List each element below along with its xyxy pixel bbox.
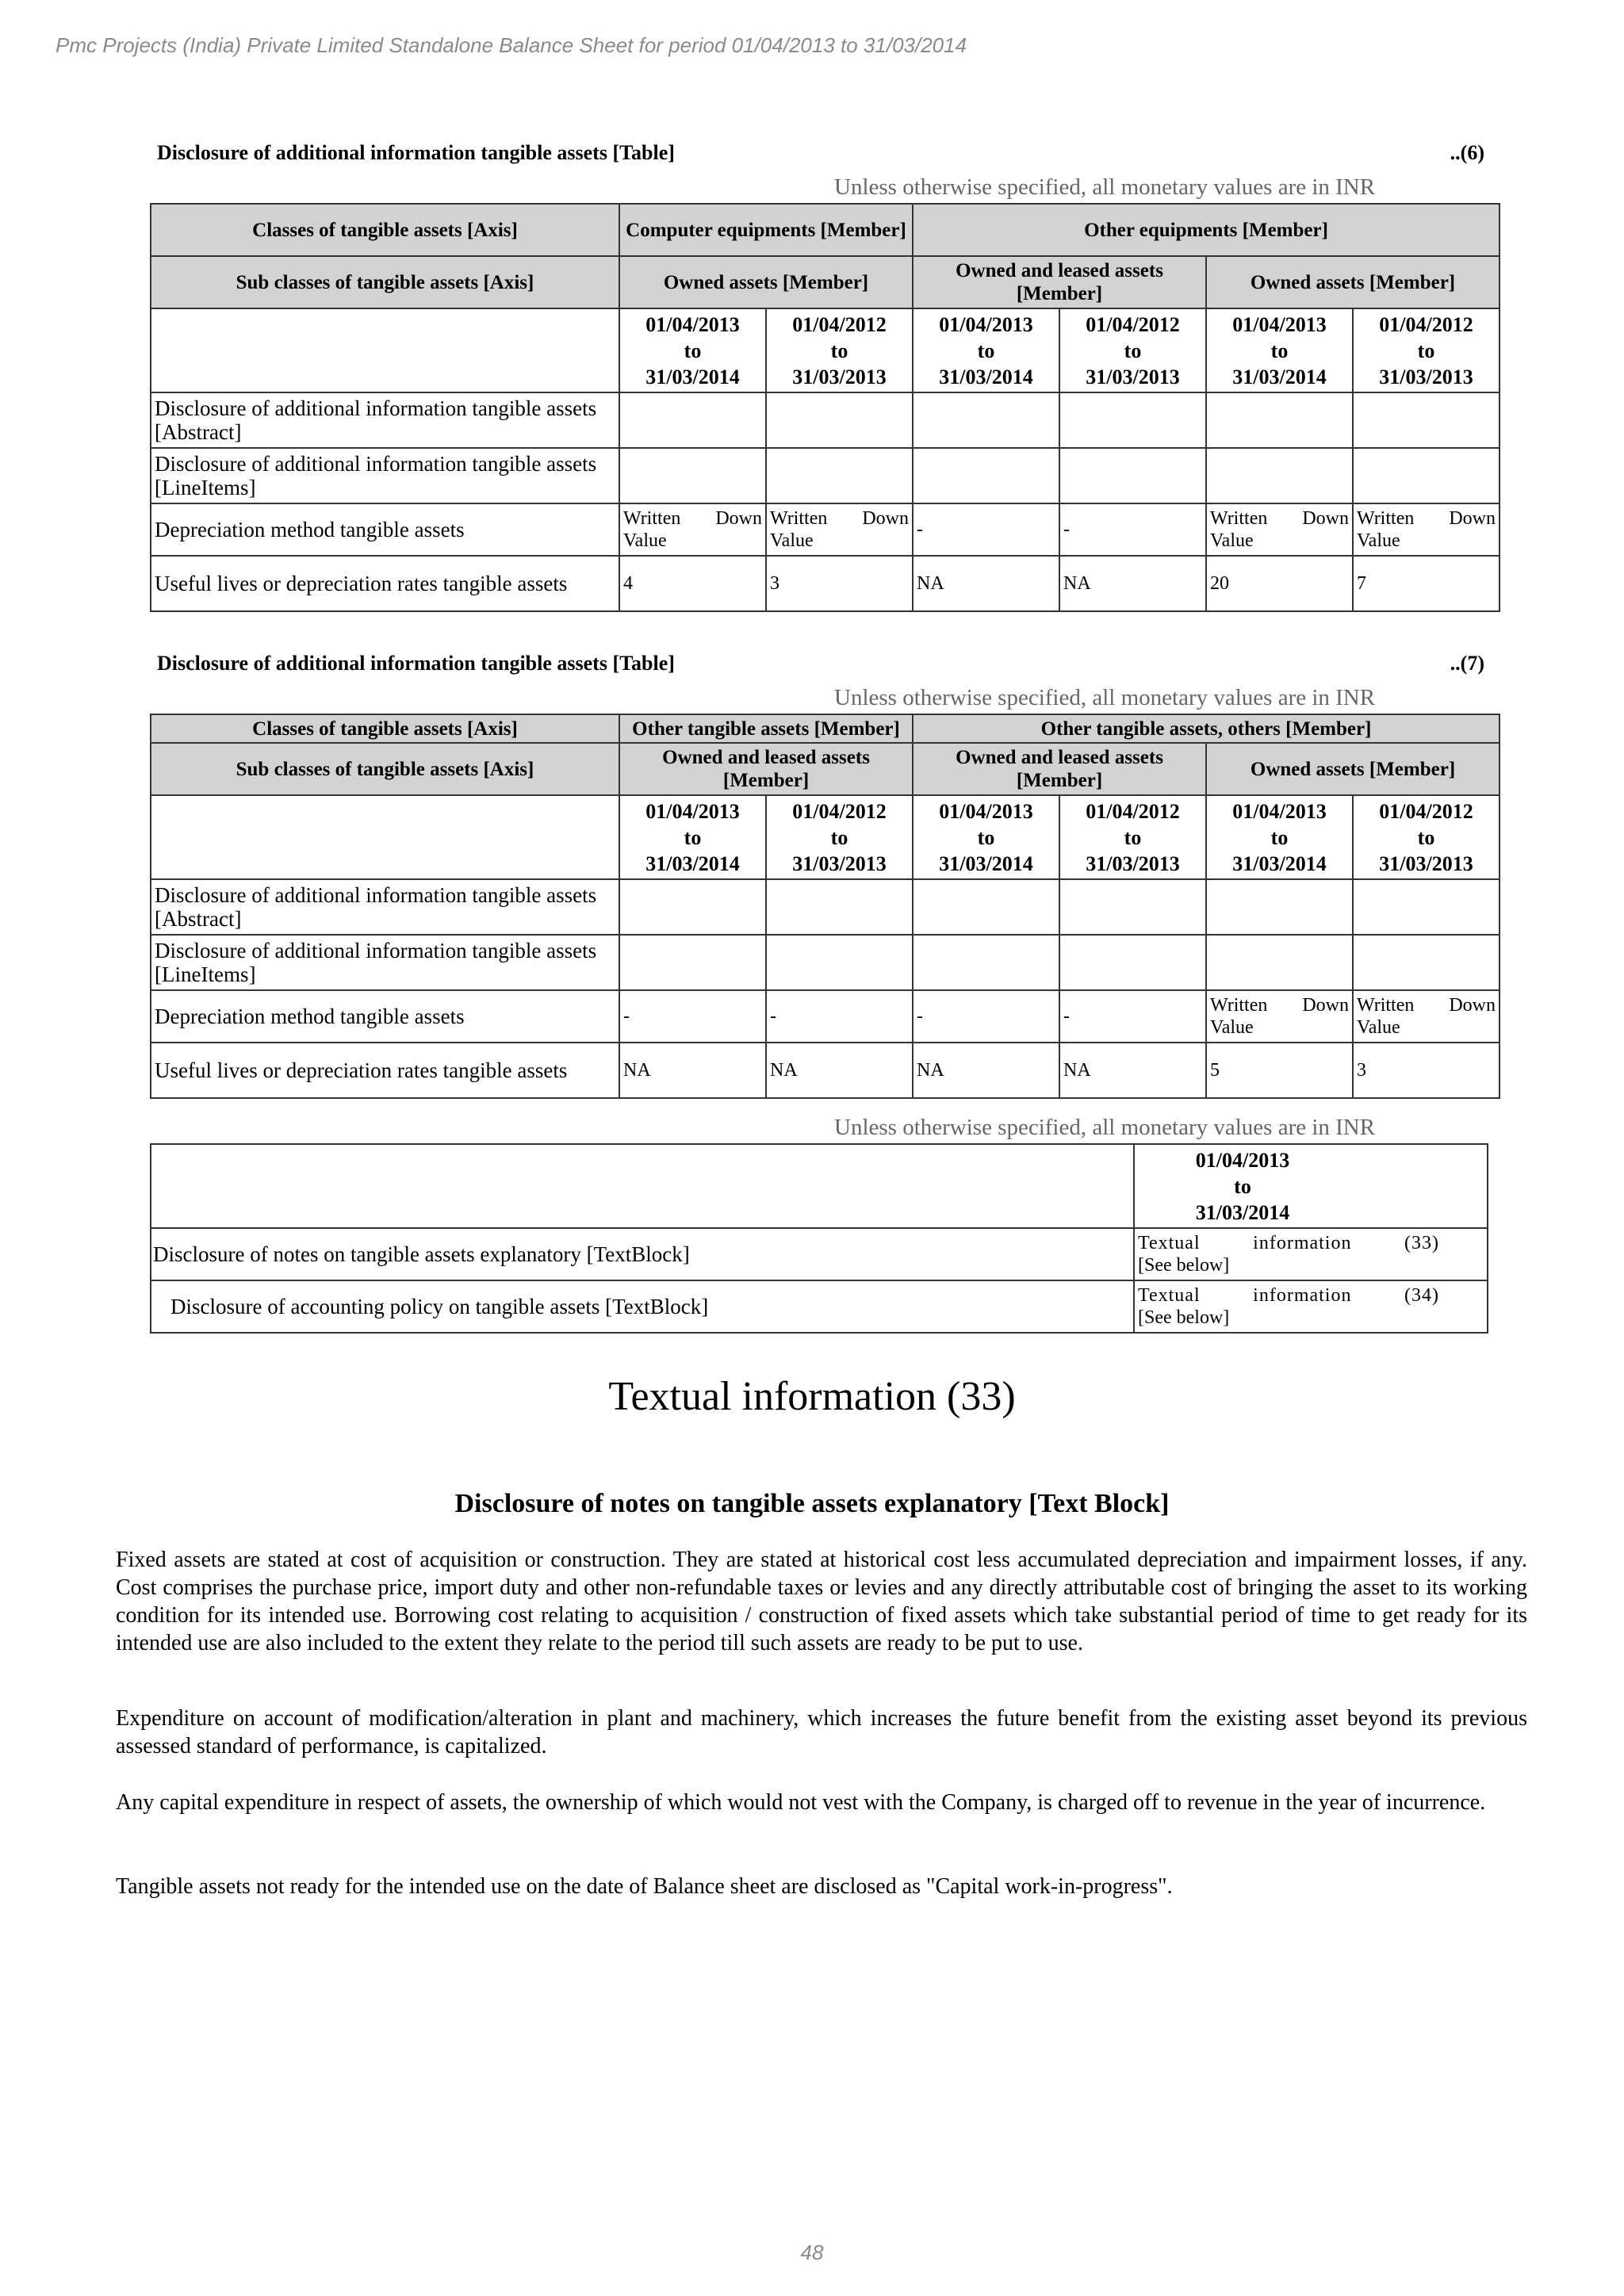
row-label: Useful lives or depreciation rates tangible assets [151,556,619,611]
period-header: 01/04/2013 to 31/03/2014 [913,308,1059,392]
currency-note: Unless otherwise specified, all monetary values are in INR [834,685,1376,710]
value-cell: - [766,990,913,1043]
table-row [151,448,1500,503]
page-number: 48 [800,2241,824,2264]
notes-table [150,1143,1488,1334]
value-cell: Textual information (33) [See below] [1134,1228,1488,1280]
row-label: Disclosure of notes on tangible assets explanatory [TextBlock] [151,1228,1134,1280]
period-header: 01/04/2013 to 31/03/2014 [1134,1144,1488,1228]
row-label: Depreciation method tangible assets [151,990,619,1043]
value-cell: NA [913,1043,1059,1098]
row-label: Disclosure of additional information tangible assets [LineItems] [151,935,619,990]
disclosure-table [150,714,1500,1099]
sub-axis-label: Sub classes of tangible assets [Axis] [151,256,619,308]
blank-cell [151,795,619,879]
paragraph: Fixed assets are stated at cost of acquisition or construction. They are stated at historical cost less accumulated depreciation and impairment losses, if any. Cost comprises the purchase price, import duty and other non-refundable taxes or levies and any directly attributable cost of bringing the asset to its working condition for its intended use. Borrowing cost relating to acquisition / construction of fixed assets which take substantial period of time to get ready for its intended use are also included to the extent they relate to the period till such assets are ready to be put to use. [116,1548,1527,1655]
period-header: 01/04/2012 to 31/03/2013 [766,308,913,392]
value-cell: 20 [1206,556,1353,611]
value-cell: - [913,990,1059,1043]
period-header: 01/04/2012 to 31/03/2013 [766,795,913,879]
table-row [151,1043,1500,1098]
value-cell: Written Down Value [619,503,766,556]
value-cell: Written Down Value [766,503,913,556]
table-row [151,990,1500,1043]
value-cell: Written Down Value [1353,503,1500,556]
period-header: 01/04/2012 to 31/03/2013 [1353,795,1500,879]
value-cell: - [1059,990,1206,1043]
currency-note: Unless otherwise specified, all monetary values are in INR [834,1115,1376,1140]
axis-label: Classes of tangible assets [Axis] [151,204,619,256]
subclass-header: Owned assets [Member] [1206,256,1500,308]
row-label: Disclosure of additional information tangible assets [LineItems] [151,448,619,503]
period-header: 01/04/2013 to 31/03/2014 [1206,795,1353,879]
class-header: Other tangible assets, others [Member] [913,714,1500,743]
class-header: Computer equipments [Member] [619,204,913,256]
value-cell: Written Down Value [1206,503,1353,556]
table-row [151,935,1500,990]
paragraph: Tangible assets not ready for the intended use on the date of Balance sheet are disclosed as "Capital work-in-progress". [116,1874,1173,1899]
table-ref: ..(7) [1450,652,1484,675]
table-title: Disclosure of additional information tangible assets [Table] [157,652,675,675]
table-row [151,879,1500,935]
value-cell: - [1059,503,1206,556]
subclass-header: Owned assets [Member] [1206,743,1500,795]
period-header: 01/04/2012 to 31/03/2013 [1059,795,1206,879]
value-cell: NA [1059,1043,1206,1098]
table-row [151,556,1500,611]
value-cell: 5 [1206,1043,1353,1098]
textual-info-title: Textual information (33) [608,1374,1016,1419]
blank-cell [151,1144,1134,1228]
value-cell: 3 [766,556,913,611]
textual-info-subtitle: Disclosure of notes on tangible assets explanatory [Text Block] [454,1489,1170,1518]
period-header: 01/04/2013 to 31/03/2014 [1206,308,1353,392]
axis-label: Classes of tangible assets [Axis] [151,714,619,743]
value-cell: Textual information (34) [See below] [1134,1280,1488,1333]
see-below-link[interactable]: [See below] [1138,1255,1230,1276]
period-header: 01/04/2012 to 31/03/2013 [1353,308,1500,392]
blank-cell [151,308,619,392]
page-header: Pmc Projects (India) Private Limited Standalone Balance Sheet for period 01/04/2013 to 31/03/2014 [56,33,967,57]
value-cell: - [619,990,766,1043]
row-label: Disclosure of additional information tangible assets [Abstract] [151,879,619,935]
value-cell: NA [1059,556,1206,611]
row-label: Disclosure of additional information tangible assets [Abstract] [151,392,619,448]
subclass-header: Owned and leased assets [Member] [913,743,1206,795]
value-cell: NA [913,556,1059,611]
see-below-link[interactable]: [See below] [1138,1307,1230,1328]
row-label: Useful lives or depreciation rates tangible assets [151,1043,619,1098]
sub-axis-label: Sub classes of tangible assets [Axis] [151,743,619,795]
table-ref: ..(6) [1450,141,1484,164]
value-cell: Written Down Value [1353,990,1500,1043]
value-cell: NA [619,1043,766,1098]
subclass-header: Owned and leased assets [Member] [619,743,913,795]
paragraph: Expenditure on account of modification/alteration in plant and machinery, which increases the future benefit from the existing asset beyond its previous assessed standard of performance, is capitalized. [116,1706,1527,1758]
subclass-header: Owned and leased assets [Member] [913,256,1206,308]
value-cell: - [913,503,1059,556]
disclosure-table [150,203,1500,612]
currency-note: Unless otherwise specified, all monetary values are in INR [834,174,1376,200]
subclass-header: Owned assets [Member] [619,256,913,308]
row-label: Depreciation method tangible assets [151,503,619,556]
value-cell: 3 [1353,1043,1500,1098]
table-title: Disclosure of additional information tangible assets [Table] [157,141,675,164]
row-label: Disclosure of accounting policy on tangible assets [TextBlock] [151,1280,1134,1333]
value-cell: 7 [1353,556,1500,611]
period-header: 01/04/2013 to 31/03/2014 [913,795,1059,879]
table-row [151,1228,1488,1280]
table-row [151,1280,1488,1333]
table-row [151,503,1500,556]
paragraph: Any capital expenditure in respect of assets, the ownership of which would not vest with the Company, is charged off to revenue in the year of incurrence. [116,1790,1486,1815]
class-header: Other tangible assets [Member] [619,714,913,743]
table-row [151,392,1500,448]
period-header: 01/04/2012 to 31/03/2013 [1059,308,1206,392]
period-header: 01/04/2013 to 31/03/2014 [619,795,766,879]
class-header: Other equipments [Member] [913,204,1500,256]
value-cell: Written Down Value [1206,990,1353,1043]
value-cell: 4 [619,556,766,611]
period-header: 01/04/2013 to 31/03/2014 [619,308,766,392]
value-cell: NA [766,1043,913,1098]
